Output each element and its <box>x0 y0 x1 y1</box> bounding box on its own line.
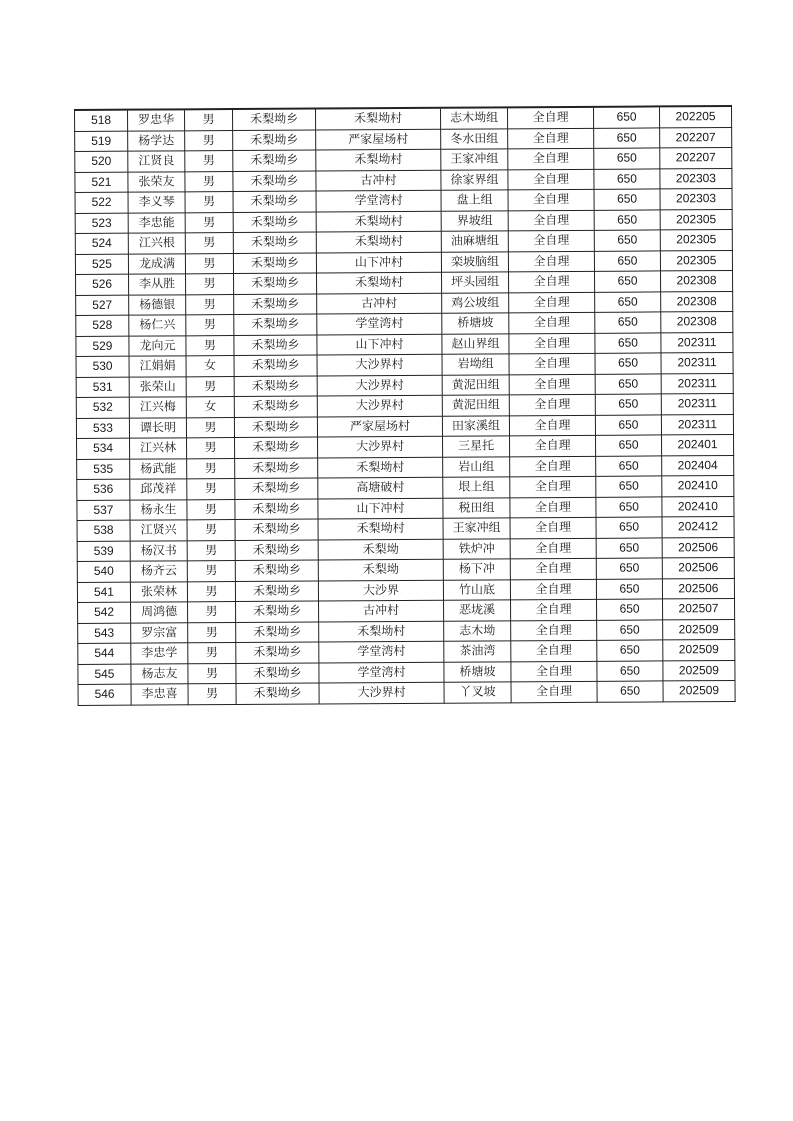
group-cell: 竹山底 <box>443 579 510 600</box>
village-cell: 禾梨坳村 <box>317 272 442 293</box>
care-type-cell: 全自理 <box>509 292 595 313</box>
name-cell: 杨仁兴 <box>129 315 186 336</box>
name-cell: 江兴林 <box>130 438 187 459</box>
village-cell: 高塘破村 <box>318 477 443 498</box>
amount-cell: 650 <box>594 168 660 189</box>
name-cell: 李忠能 <box>128 212 185 233</box>
group-cell: 桥塘坡 <box>444 661 511 682</box>
care-type-cell: 全自理 <box>511 681 597 702</box>
gender-cell: 男 <box>185 151 233 172</box>
township-cell: 禾梨坳乡 <box>234 376 317 397</box>
serial-number-cell: 520 <box>75 151 128 172</box>
group-cell: 徐家界组 <box>441 169 508 190</box>
start-date-cell: 202311 <box>661 414 733 435</box>
gender-cell: 男 <box>186 294 234 315</box>
care-type-cell: 全自理 <box>509 353 595 374</box>
village-cell: 学堂湾村 <box>319 641 444 662</box>
group-cell: 王家冲组 <box>443 518 510 539</box>
serial-number-cell: 524 <box>75 233 128 254</box>
township-cell: 禾梨坳乡 <box>234 314 317 335</box>
township-cell: 禾梨坳乡 <box>233 150 316 171</box>
amount-cell: 650 <box>595 394 661 415</box>
amount-cell: 650 <box>596 517 662 538</box>
serial-number-cell: 541 <box>77 582 130 603</box>
amount-cell: 650 <box>596 537 662 558</box>
name-cell: 张荣山 <box>129 376 186 397</box>
name-cell: 江兴梅 <box>129 397 186 418</box>
amount-cell: 650 <box>594 127 660 148</box>
township-cell: 禾梨坳乡 <box>235 540 318 561</box>
village-cell: 大沙界村 <box>317 395 442 416</box>
gender-cell: 男 <box>187 479 235 500</box>
care-type-cell: 全自理 <box>508 189 594 210</box>
care-type-cell: 全自理 <box>509 333 595 354</box>
group-cell: 界坡组 <box>441 210 508 231</box>
start-date-cell: 202506 <box>662 578 734 599</box>
care-type-cell: 全自理 <box>511 661 597 682</box>
township-cell: 禾梨坳乡 <box>235 458 318 479</box>
name-cell: 罗忠华 <box>128 109 185 130</box>
village-cell: 禾梨坳村 <box>316 211 441 232</box>
gender-cell: 男 <box>185 130 233 151</box>
village-cell: 大沙界 <box>318 580 443 601</box>
care-type-cell: 全自理 <box>510 456 596 477</box>
group-cell: 冬水田组 <box>441 128 508 149</box>
serial-number-cell: 536 <box>77 479 130 500</box>
name-cell: 江娟娟 <box>129 356 186 377</box>
start-date-cell: 202506 <box>662 537 734 558</box>
name-cell: 杨永生 <box>130 499 187 520</box>
group-cell: 丫叉坡 <box>444 682 511 703</box>
gender-cell: 男 <box>187 540 235 561</box>
care-type-cell: 全自理 <box>507 107 593 129</box>
start-date-cell: 202311 <box>661 393 733 414</box>
group-cell: 志木坳 <box>444 620 511 641</box>
gender-cell: 男 <box>186 274 234 295</box>
care-type-cell: 全自理 <box>508 230 594 251</box>
township-cell: 禾梨坳乡 <box>236 642 319 663</box>
amount-cell: 650 <box>597 640 663 661</box>
village-cell: 禾梨坳村 <box>316 149 441 170</box>
gender-cell: 男 <box>188 663 236 684</box>
care-type-cell: 全自理 <box>511 640 597 661</box>
name-cell: 杨武能 <box>130 458 187 479</box>
township-cell: 禾梨坳乡 <box>236 622 319 643</box>
serial-number-cell: 543 <box>78 623 131 644</box>
serial-number-cell: 522 <box>75 192 128 213</box>
name-cell: 杨汉书 <box>130 540 187 561</box>
township-cell: 禾梨坳乡 <box>236 683 319 704</box>
gender-cell: 男 <box>188 684 236 705</box>
village-cell: 禾梨坳村 <box>318 457 443 478</box>
start-date-cell: 202305 <box>660 209 732 230</box>
amount-cell: 650 <box>596 578 662 599</box>
care-type-cell: 全自理 <box>510 517 596 538</box>
name-cell: 李义琴 <box>128 192 185 213</box>
village-cell: 禾梨坳村 <box>319 621 444 642</box>
start-date-cell: 202311 <box>661 373 733 394</box>
amount-cell: 650 <box>594 250 660 271</box>
amount-cell: 650 <box>594 209 660 230</box>
township-cell: 禾梨坳乡 <box>233 232 316 253</box>
gender-cell: 男 <box>188 602 236 623</box>
serial-number-cell: 545 <box>78 664 131 685</box>
serial-number-cell: 539 <box>77 541 130 562</box>
group-cell: 田家溪组 <box>442 415 509 436</box>
start-date-cell: 202410 <box>662 496 734 517</box>
group-cell: 垠上组 <box>443 477 510 498</box>
start-date-cell: 202509 <box>663 619 735 640</box>
gender-cell: 男 <box>187 438 235 459</box>
start-date-cell: 202207 <box>660 127 732 148</box>
amount-cell: 650 <box>597 599 663 620</box>
group-cell: 岩坳组 <box>442 354 509 375</box>
amount-cell: 650 <box>596 476 662 497</box>
township-cell: 禾梨坳乡 <box>234 335 317 356</box>
serial-number-cell: 533 <box>76 418 129 439</box>
serial-number-cell: 527 <box>76 295 129 316</box>
gender-cell: 男 <box>185 253 233 274</box>
care-type-cell: 全自理 <box>508 169 594 190</box>
township-cell: 禾梨坳乡 <box>233 191 316 212</box>
township-cell: 禾梨坳乡 <box>233 253 316 274</box>
amount-cell: 650 <box>595 312 661 333</box>
group-cell: 赵山界组 <box>442 333 509 354</box>
serial-number-cell: 535 <box>77 459 130 480</box>
village-cell: 禾梨坳 <box>318 539 443 560</box>
care-type-cell: 全自理 <box>509 374 595 395</box>
township-cell: 禾梨坳乡 <box>233 130 316 151</box>
care-type-cell: 全自理 <box>508 128 594 149</box>
care-type-cell: 全自理 <box>508 210 594 231</box>
group-cell: 恶垅溪 <box>444 600 511 621</box>
serial-number-cell: 531 <box>76 377 129 398</box>
serial-number-cell: 529 <box>76 336 129 357</box>
roster-table-body <box>75 106 736 705</box>
amount-cell: 650 <box>594 189 660 210</box>
serial-number-cell: 519 <box>75 131 128 152</box>
care-type-cell: 全自理 <box>510 558 596 579</box>
gender-cell: 男 <box>185 212 233 233</box>
amount-cell: 650 <box>595 414 661 435</box>
township-cell: 禾梨坳乡 <box>235 560 318 581</box>
serial-number-cell: 523 <box>75 213 128 234</box>
care-type-cell: 全自理 <box>511 620 597 641</box>
amount-cell: 650 <box>595 332 661 353</box>
township-cell: 禾梨坳乡 <box>235 437 318 458</box>
township-cell: 禾梨坳乡 <box>235 581 318 602</box>
name-cell: 杨志友 <box>131 663 188 684</box>
village-cell: 大沙界村 <box>318 436 443 457</box>
start-date-cell: 202404 <box>662 455 734 476</box>
care-type-cell: 全自理 <box>510 579 596 600</box>
village-cell: 严家屋场村 <box>317 416 442 437</box>
village-cell: 山下冲村 <box>316 252 441 273</box>
care-type-cell: 全自理 <box>510 435 596 456</box>
start-date-cell: 202205 <box>659 106 731 127</box>
serial-number-cell: 538 <box>77 520 130 541</box>
serial-number-cell: 528 <box>76 315 129 336</box>
township-cell: 禾梨坳乡 <box>234 273 317 294</box>
name-cell: 李从胜 <box>129 274 186 295</box>
gender-cell: 男 <box>187 581 235 602</box>
amount-cell: 650 <box>595 291 661 312</box>
amount-cell: 650 <box>594 148 660 169</box>
group-cell: 志木坳组 <box>440 107 507 128</box>
start-date-cell: 202303 <box>660 168 732 189</box>
gender-cell: 女 <box>186 397 234 418</box>
village-cell: 学堂湾村 <box>319 662 444 683</box>
serial-number-cell: 526 <box>76 274 129 295</box>
village-cell: 禾梨坳 <box>318 559 443 580</box>
name-cell: 杨学达 <box>128 130 185 151</box>
group-cell: 三星托 <box>443 436 510 457</box>
group-cell: 杨下冲 <box>443 559 510 580</box>
group-cell: 桥塘坡 <box>442 313 509 334</box>
township-cell: 禾梨坳乡 <box>234 417 317 438</box>
village-cell: 山下冲村 <box>318 498 443 519</box>
township-cell: 禾梨坳乡 <box>233 109 316 131</box>
care-type-cell: 全自理 <box>508 148 594 169</box>
serial-number-cell: 546 <box>78 684 131 705</box>
amount-cell: 650 <box>596 496 662 517</box>
village-cell: 禾梨坳村 <box>318 518 443 539</box>
start-date-cell: 202305 <box>660 250 732 271</box>
gender-cell: 男 <box>185 109 233 130</box>
name-cell: 杨德银 <box>129 294 186 315</box>
village-cell: 禾梨坳村 <box>316 231 441 252</box>
township-cell: 禾梨坳乡 <box>235 519 318 540</box>
name-cell: 张荣友 <box>128 171 185 192</box>
name-cell: 杨齐云 <box>130 561 187 582</box>
gender-cell: 男 <box>187 499 235 520</box>
group-cell: 栾坡脑组 <box>441 251 508 272</box>
care-type-cell: 全自理 <box>509 271 595 292</box>
start-date-cell: 202308 <box>661 270 733 291</box>
village-cell: 山下冲村 <box>317 334 442 355</box>
serial-number-cell: 525 <box>75 254 128 275</box>
gender-cell: 男 <box>186 376 234 397</box>
township-cell: 禾梨坳乡 <box>234 294 317 315</box>
name-cell: 李忠喜 <box>131 684 188 705</box>
gender-cell: 男 <box>185 171 233 192</box>
group-cell: 油麻塘组 <box>441 231 508 252</box>
serial-number-cell: 534 <box>77 438 130 459</box>
group-cell: 岩山组 <box>443 456 510 477</box>
care-type-cell: 全自理 <box>511 599 597 620</box>
start-date-cell: 202401 <box>662 434 734 455</box>
start-date-cell: 202303 <box>660 188 732 209</box>
amount-cell: 650 <box>596 435 662 456</box>
name-cell: 邱茂祥 <box>130 479 187 500</box>
gender-cell: 男 <box>186 315 234 336</box>
village-cell: 大沙界村 <box>319 682 444 703</box>
roster-table <box>74 105 736 706</box>
start-date-cell: 202311 <box>661 352 733 373</box>
group-cell: 黄泥田组 <box>442 374 509 395</box>
start-date-cell: 202507 <box>663 598 735 619</box>
village-cell: 禾梨坳村 <box>316 108 441 130</box>
township-cell: 禾梨坳乡 <box>233 171 316 192</box>
name-cell: 江贤兴 <box>130 520 187 541</box>
amount-cell: 650 <box>594 230 660 251</box>
amount-cell: 650 <box>595 271 661 292</box>
start-date-cell: 202506 <box>662 557 734 578</box>
gender-cell: 男 <box>185 192 233 213</box>
start-date-cell: 202509 <box>663 660 735 681</box>
township-cell: 禾梨坳乡 <box>236 663 319 684</box>
care-type-cell: 全自理 <box>508 251 594 272</box>
name-cell: 江贤良 <box>128 151 185 172</box>
group-cell: 王家冲组 <box>441 149 508 170</box>
name-cell: 李忠学 <box>131 643 188 664</box>
serial-number-cell: 530 <box>76 356 129 377</box>
village-cell: 古冲村 <box>319 600 444 621</box>
village-cell: 古冲村 <box>317 293 442 314</box>
township-cell: 禾梨坳乡 <box>236 601 319 622</box>
start-date-cell: 202308 <box>661 291 733 312</box>
amount-cell: 650 <box>596 455 662 476</box>
serial-number-cell: 537 <box>77 500 130 521</box>
serial-number-cell: 521 <box>75 172 128 193</box>
group-cell: 鸡公坡组 <box>442 292 509 313</box>
start-date-cell: 202308 <box>661 311 733 332</box>
group-cell: 黄泥田组 <box>442 395 509 416</box>
start-date-cell: 202509 <box>663 680 735 701</box>
care-type-cell: 全自理 <box>509 394 595 415</box>
amount-cell: 650 <box>597 619 663 640</box>
gender-cell: 男 <box>185 233 233 254</box>
gender-cell: 男 <box>188 622 236 643</box>
township-cell: 禾梨坳乡 <box>234 355 317 376</box>
name-cell: 江兴根 <box>128 233 185 254</box>
serial-number-cell: 518 <box>75 110 128 131</box>
township-cell: 禾梨坳乡 <box>234 396 317 417</box>
township-cell: 禾梨坳乡 <box>235 499 318 520</box>
start-date-cell: 202410 <box>662 475 734 496</box>
serial-number-cell: 542 <box>78 602 131 623</box>
village-cell: 学堂湾村 <box>316 190 441 211</box>
start-date-cell: 202509 <box>663 639 735 660</box>
group-cell: 盘上组 <box>441 190 508 211</box>
name-cell: 罗宗富 <box>131 622 188 643</box>
serial-number-cell: 540 <box>77 561 130 582</box>
name-cell: 龙向元 <box>129 335 186 356</box>
village-cell: 学堂湾村 <box>317 313 442 334</box>
care-type-cell: 全自理 <box>509 415 595 436</box>
name-cell: 龙成满 <box>128 253 185 274</box>
care-type-cell: 全自理 <box>510 538 596 559</box>
amount-cell: 650 <box>595 373 661 394</box>
start-date-cell: 202311 <box>661 332 733 353</box>
gender-cell: 男 <box>188 643 236 664</box>
village-cell: 大沙界村 <box>317 375 442 396</box>
serial-number-cell: 532 <box>76 397 129 418</box>
township-cell: 禾梨坳乡 <box>233 212 316 233</box>
name-cell: 周鸿德 <box>131 602 188 623</box>
serial-number-cell: 544 <box>78 643 131 664</box>
gender-cell: 女 <box>186 356 234 377</box>
amount-cell: 650 <box>597 681 663 702</box>
gender-cell: 男 <box>187 561 235 582</box>
amount-cell: 650 <box>597 660 663 681</box>
group-cell: 茶油湾 <box>444 641 511 662</box>
name-cell: 谭长明 <box>129 417 186 438</box>
gender-cell: 男 <box>187 458 235 479</box>
village-cell: 大沙界村 <box>317 354 442 375</box>
gender-cell: 男 <box>186 335 234 356</box>
village-cell: 古冲村 <box>316 170 441 191</box>
start-date-cell: 202207 <box>660 147 732 168</box>
group-cell: 铁炉冲 <box>443 538 510 559</box>
gender-cell: 男 <box>187 520 235 541</box>
care-type-cell: 全自理 <box>510 497 596 518</box>
start-date-cell: 202412 <box>662 516 734 537</box>
group-cell: 坪头园组 <box>442 272 509 293</box>
care-type-cell: 全自理 <box>509 312 595 333</box>
table-row <box>78 680 735 705</box>
name-cell: 张荣林 <box>130 581 187 602</box>
village-cell: 严家屋场村 <box>316 129 441 150</box>
amount-cell: 650 <box>595 353 661 374</box>
township-cell: 禾梨坳乡 <box>235 478 318 499</box>
care-type-cell: 全自理 <box>510 476 596 497</box>
group-cell: 税田组 <box>443 497 510 518</box>
start-date-cell: 202305 <box>660 229 732 250</box>
amount-cell: 650 <box>593 106 659 127</box>
amount-cell: 650 <box>596 558 662 579</box>
gender-cell: 男 <box>186 417 234 438</box>
